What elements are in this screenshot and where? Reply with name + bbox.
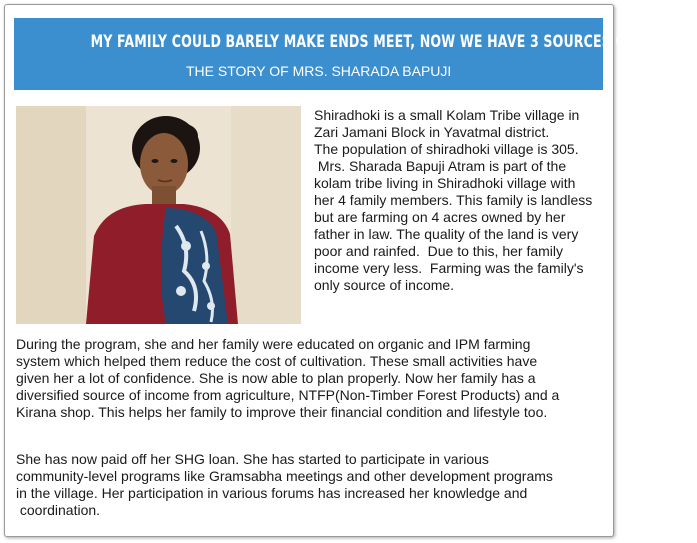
program-line: Kirana shop. This helps her family to improve their financial condition and lifestyle too. <box>16 404 548 420</box>
intro-line: father in law. The quality of the land is very <box>314 226 579 242</box>
intro-line: income very less. Farming was the family's <box>314 260 584 276</box>
intro-paragraph <box>314 107 614 294</box>
intro-line: her 4 family members. This family is landless <box>314 192 593 208</box>
outcome-paragraph <box>16 451 616 519</box>
outcome-line: community-level programs like Gramsabha meetings and other development programs <box>16 468 553 484</box>
outcome-line: She has now paid off her SHG loan. She has started to participate in various <box>16 451 489 467</box>
intro-line: Shiradhoki is a small Kolam Tribe village in <box>314 107 580 123</box>
program-paragraph <box>16 336 616 421</box>
intro-line: Zari Jamani Block in Yavatmal district. <box>314 124 550 140</box>
intro-line: only source of income. <box>314 277 455 293</box>
program-line: diversified source of income from agriculture, NTFP(Non-Timber Forest Products) and a <box>16 387 560 403</box>
outcome-line: in the village. Her participation in various forums has increased her knowledge and <box>16 485 528 501</box>
intro-line: Mrs. Sharada Bapuji Atram is part of the <box>314 158 567 174</box>
program-line: During the program, she and her family were educated on organic and IPM farming <box>16 336 531 352</box>
program-line: system which helped them reduce the cost of cultivation. These small activities have <box>16 353 538 369</box>
outcome-line: coordination. <box>16 502 101 518</box>
intro-line: poor and rainfed. Due to this, her family <box>314 243 564 259</box>
portrait-photo <box>16 106 301 324</box>
story-subtitle: THE STORY OF MRS. SHARADA BAPUJI <box>186 63 452 79</box>
story-title: MY FAMILY COULD BARELY MAKE ENDS MEET, NOW WE HAVE 3 SOURCES OF INCOME <box>90 32 697 52</box>
intro-line: The population of shiradhoki village is 305. <box>314 141 579 157</box>
intro-line: but are farming on 4 acres owned by her <box>314 209 566 225</box>
intro-line: kolam tribe living in Shiradhoki village with <box>314 175 576 191</box>
program-line: given her a lot of confidence. She is now able to plan properly. Now her family has a <box>16 370 536 386</box>
title-banner <box>14 18 697 90</box>
